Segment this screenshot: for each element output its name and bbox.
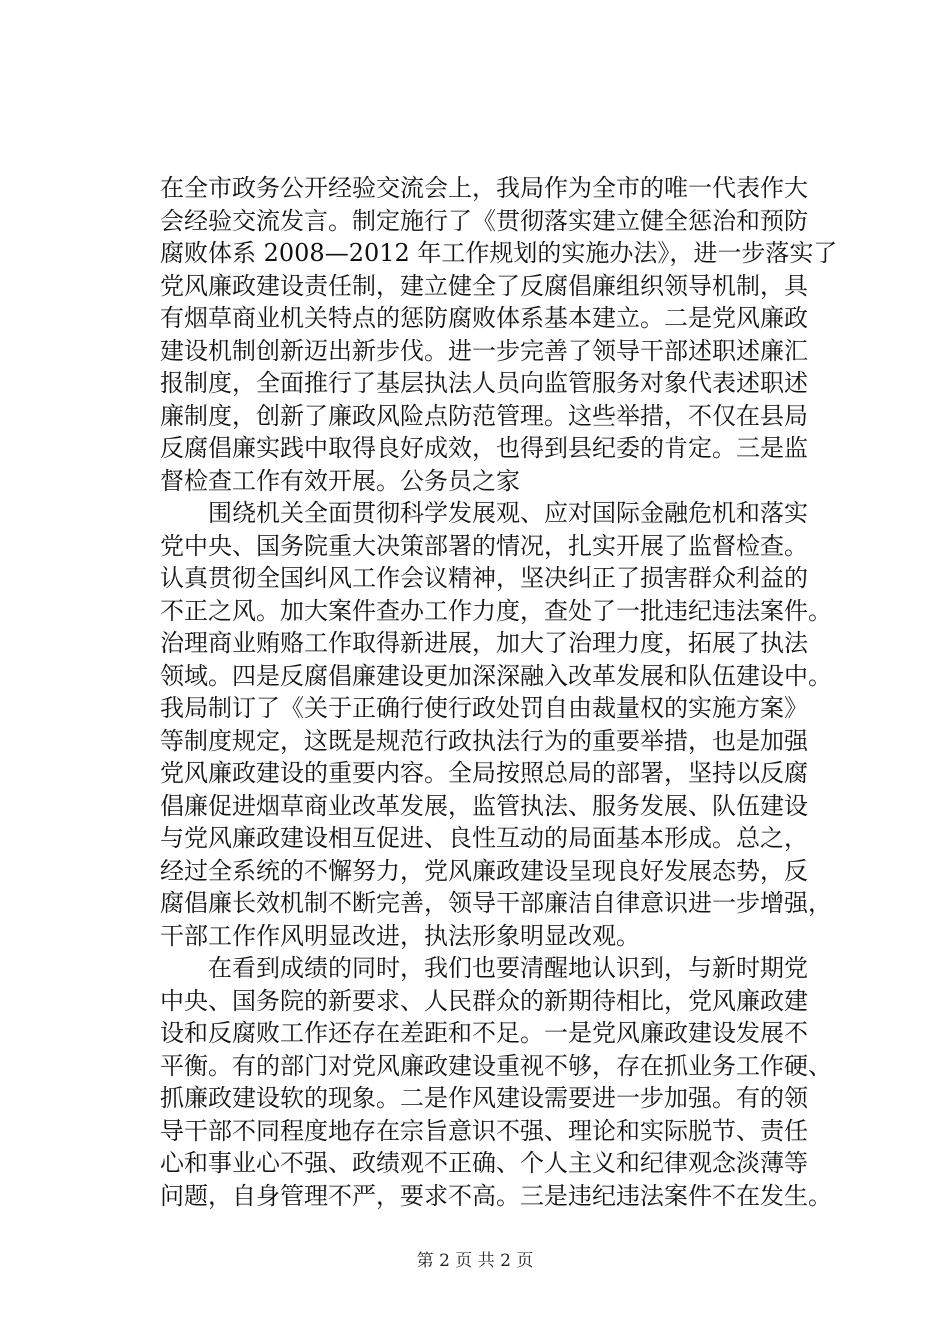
text-line: 在看到成绩的同时，我们也要清醒地认识到，与新时期党 xyxy=(160,954,808,982)
text-line: 腐败体系 2008—2012 年工作规划的实施办法》，进一步落实了 xyxy=(160,239,838,267)
text-line: 问题，自身管理不严，要求不高。三是违纪违法案件不在发生。 xyxy=(160,1181,832,1210)
text-line: 党风廉政建设责任制，建立健全了反腐倡廉组织领导机制，具 xyxy=(160,271,808,300)
text-line: 不正之风。加大案件查办工作力度，查处了一批违纪违法案件。 xyxy=(160,596,832,625)
text-line: 建设机制创新迈出新步伐。进一步完善了领导干部述职述廉汇 xyxy=(160,336,808,365)
text-line: 中央、国务院的新要求、人民群众的新期待相比，党风廉政建 xyxy=(160,986,808,1015)
text-line: 腐倡廉长效机制不断完善，领导干部廉洁自律意识进一步增强， xyxy=(160,889,832,917)
text-line: 在全市政务公开经验交流会上，我局作为全市的唯一代表作大 xyxy=(160,174,808,202)
text-line: 干部工作作风明显改进，执法形象明显改观。 xyxy=(160,921,640,950)
text-line: 等制度规定，这既是规范行政执法行为的重要举措，也是加强 xyxy=(160,726,808,755)
text-line: 围绕机关全面贯彻科学发展观、应对国际金融危机和落实 xyxy=(160,499,808,527)
text-line: 心和事业心不强、政绩观不正确、个人主义和纪律观念淡薄等 xyxy=(160,1149,808,1177)
text-line: 廉制度，创新了廉政风险点防范管理。这些举措，不仅在县局 xyxy=(160,401,808,430)
text-line: 治理商业贿赂工作取得新进展，加大了治理力度，拓展了执法 xyxy=(160,629,808,657)
text-line: 反腐倡廉实践中取得良好成效，也得到县纪委的肯定。三是监 xyxy=(160,434,808,462)
text-line: 督检查工作有效开展。公务员之家 xyxy=(160,466,520,495)
text-line: 与党风廉政建设相互促进、良性互动的局面基本形成。总之， xyxy=(160,824,808,852)
text-line: 有烟草商业机关特点的惩防腐败体系基本建立。二是党风廉政 xyxy=(160,304,808,332)
page-number-footer: 第 2 页 共 2 页 xyxy=(416,1251,534,1271)
text-line: 党风廉政建设的重要内容。全局按照总局的部署，坚持以反腐 xyxy=(160,759,808,787)
text-line: 党中央、国务院重大决策部署的情况，扎实开展了监督检查。 xyxy=(160,531,808,560)
text-line: 平衡。有的部门对党风廉政建设重视不够，存在抓业务工作硬、 xyxy=(160,1051,832,1080)
text-line: 设和反腐败工作还存在差距和不足。一是党风廉政建设发展不 xyxy=(160,1019,808,1047)
text-line: 经过全系统的不懈努力，党风廉政建设呈现良好发展态势，反 xyxy=(160,856,808,885)
text-line: 领域。四是反腐倡廉建设更加深深融入改革发展和队伍建设中。 xyxy=(160,661,832,690)
document-body xyxy=(160,172,838,1212)
text-line: 我局制订了《关于正确行使行政处罚自由裁量权的实施方案》 xyxy=(160,694,808,722)
text-line: 导干部不同程度地存在宗旨意识不强、理论和实际脱节、责任 xyxy=(160,1116,808,1145)
text-line: 认真贯彻全国纠风工作会议精神，坚决纠正了损害群众利益的 xyxy=(160,564,808,592)
text-line: 抓廉政建设软的现象。二是作风建设需要进一步加强。有的领 xyxy=(160,1084,808,1112)
text-line: 报制度，全面推行了基层执法人员向监管服务对象代表述职述 xyxy=(160,369,808,397)
text-line: 倡廉促进烟草商业改革发展，监管执法、服务发展、队伍建设 xyxy=(160,791,808,820)
text-line: 会经验交流发言。制定施行了《贯彻落实建立健全惩治和预防 xyxy=(160,206,808,235)
